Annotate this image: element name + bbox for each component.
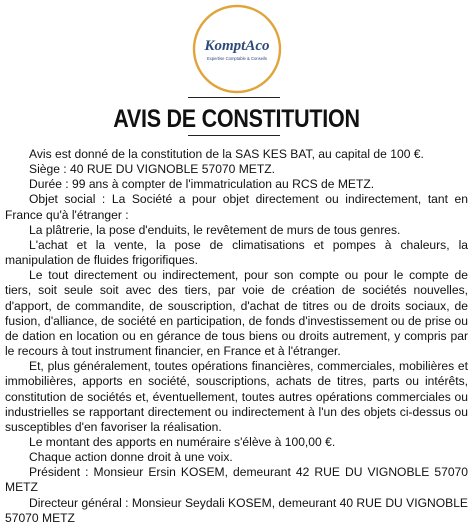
logo	[0, 3, 473, 95]
notice-body	[5, 147, 468, 526]
paragraph-voix: Chaque action donne droit à une voix.	[29, 450, 233, 465]
logo-tagline: Expertise Comptable & Conseils	[206, 56, 267, 61]
paragraph-platrerie: La plâtrerie, la pose d'enduits, le revêtement de murs de tous genres.	[29, 222, 401, 237]
paragraph-climatisation: L'achat et la vente, la pose de climatisations et pompes à chaleurs, la manipulation de fluides frigorifiques.	[5, 237, 468, 268]
komptaco-logo	[190, 3, 284, 95]
divider-top	[188, 97, 280, 98]
paragraph-generalement: Et, plus généralement, toutes opérations financières, commerciales, mobilières et immobilières, apports en société, souscriptions, achats de titres, parts ou intérêts, constitution de sociétés et, éventuellement, toutes autres opérations commerciales ou industrielles se rapportant directement ou indirectement à l'un des objets ci-dessus ou susceptibles d'en favoriser la réalisation.	[5, 359, 468, 434]
paragraph-constitution: Avis est donné de la constitution de la SAS KES BAT, au capital de 100 €.	[29, 147, 424, 161]
paragraph-president: Président : Monsieur Ersin KOSEM, demeurant 42 RUE DU VIGNOBLE 57070 METZ	[5, 465, 468, 495]
notice-title: AVIS DE CONSTITUTION	[113, 105, 360, 133]
paragraph-tout-directement: Le tout directement ou indirectement, pour son compte ou pour le compte de tiers, soit seule soit avec des tiers, par voie de création de sociétés nouvelles, d'apport, de commandite, de souscription, d'achat de titres ou de droits sociaux, de fusion, d'alliance, de société en participation, de fonds d'investissement ou de prise ou de dation en location ou en gérance de tous biens ou droits autrement, y compris par le recours à tout instrument financier, en France et à l'étranger.	[5, 268, 468, 359]
paragraph-apports: Le montant des apports en numéraire s'élève à 100,00 €.	[29, 434, 336, 449]
paragraph-objet-social: Objet social : La Société a pour objet directement ou indirectement, tant en France qu'à l'étranger :	[5, 192, 468, 222]
paragraph-duree: Durée : 99 ans à compter de l'immatriculation au RCS de METZ.	[29, 177, 375, 192]
logo-brand: KomptAco	[203, 38, 270, 54]
paragraph-siege: Siège : 40 RUE DU VIGNOBLE 57070 METZ.	[29, 162, 276, 177]
divider-bottom	[188, 135, 280, 136]
paragraph-directeur-general: Directeur général : Monsieur Seydali KOSEM, demeurant 40 RUE DU VIGNOBLE 57070 METZ	[5, 495, 468, 525]
